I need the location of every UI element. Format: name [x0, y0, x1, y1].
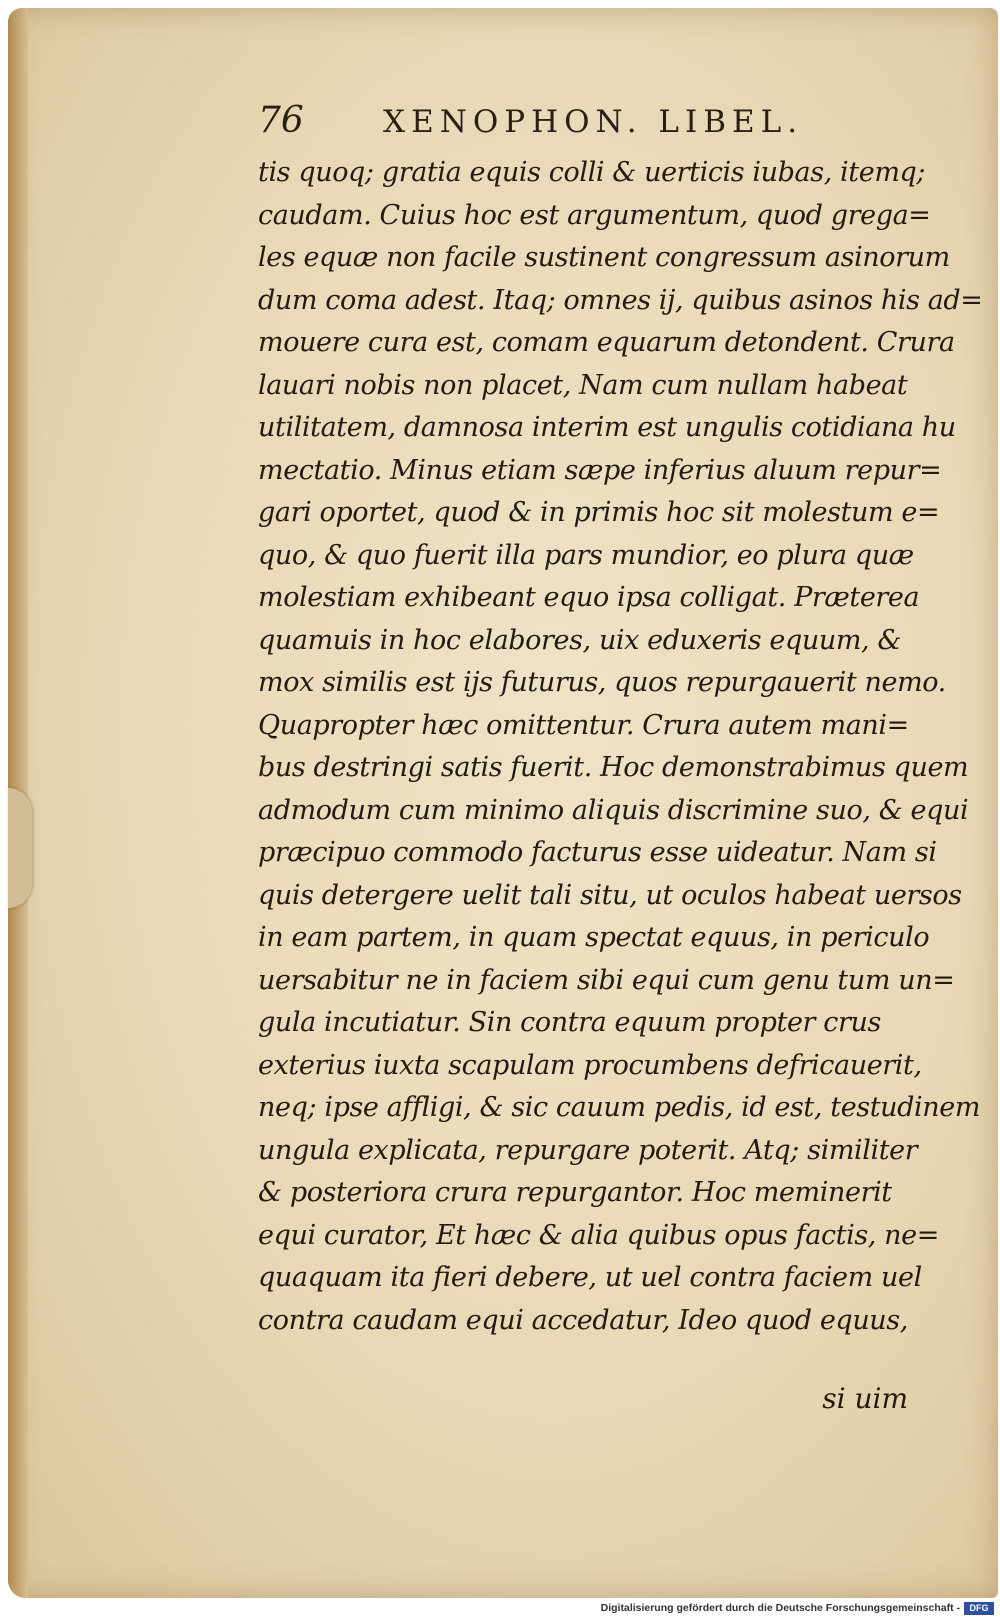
text-line: les equæ non facile sustinent congressum asinorum	[258, 242, 950, 273]
text-line: gari oportet, quod & in primis hoc sit molestum e=	[258, 497, 940, 528]
text-line: quo, & quo fuerit illa pars mundior, eo plura quæ	[258, 539, 914, 571]
dfg-credit-text: Digitalisierung gefördert durch die Deutsche Forschungsgemeinschaft -	[600, 1602, 960, 1614]
body-text	[258, 152, 983, 1342]
catchword: si uim	[822, 1382, 908, 1415]
text-line: admodum cum minimo aliquis discrimine suo, & equi	[258, 794, 969, 826]
text-line: bus destringi satis fuerit. Hoc demonstrabimus quem	[258, 752, 969, 783]
text-line: utilitatem, damnosa interim est ungulis cotidiana hu	[258, 412, 956, 443]
text-line: præcipuo commodo facturus esse uideatur. Nam si	[258, 837, 937, 868]
digitization-footer	[0, 1600, 1000, 1619]
running-title: XENOPHON. LIBEL.	[383, 104, 804, 140]
text-line: equi curator, Et hæc & alia quibus opus factis, ne=	[258, 1219, 939, 1251]
text-line: in eam partem, in quam spectat equus, in periculo	[258, 922, 930, 953]
text-line: quamuis in hoc elabores, uix eduxeris equum, &	[258, 624, 902, 656]
text-line: quis detergere uelit tali situ, ut oculos habeat uersos	[258, 879, 962, 911]
text-line: gula incutiatur. Sin contra equum propter crus	[258, 1007, 881, 1038]
text-line: exterius iuxta scapulam procumbens defricauerit,	[258, 1049, 922, 1081]
page-header	[258, 100, 818, 150]
text-line: contra caudam equi accedatur, Ideo quod equus,	[258, 1304, 908, 1336]
text-line: quaquam ita fieri debere, ut uel contra faciem uel	[258, 1262, 922, 1293]
text-line: mox similis est ijs futurus, quos repurgauerit nemo.	[258, 667, 946, 698]
page-number: 76	[258, 100, 304, 141]
text-line: molestiam exhibeant equo ipsa colligat. Præterea	[258, 582, 920, 613]
text-line: tis quoq; gratia equis colli & uerticis iubas, itemq;	[258, 157, 926, 188]
text-line: lauari nobis non placet, Nam cum nullam habeat	[258, 369, 908, 401]
text-line: caudam. Cuius hoc est argumentum, quod grega=	[258, 199, 931, 231]
page-clip-tab	[8, 788, 32, 908]
text-line: Quapropter hæc omittentur. Crura autem mani=	[258, 709, 909, 741]
text-line: ungula explicata, repurgare poterit. Atq; similiter	[258, 1134, 918, 1166]
text-line: uersabitur ne in faciem sibi equi cum genu tum un=	[258, 964, 955, 996]
text-line: mectatio. Minus etiam sæpe inferius aluum repur=	[258, 454, 942, 486]
text-line: dum coma adest. Itaq; omnes ij, quibus asinos his ad=	[258, 284, 983, 316]
text-line: mouere cura est, comam equarum detondent. Crura	[258, 327, 955, 358]
text-line: & posteriora crura repurgantor. Hoc meminerit	[258, 1177, 892, 1208]
text-line: neq; ipse affligi, & sic cauum pedis, id est, testudinem	[258, 1092, 981, 1123]
dfg-logo-icon: DFG	[964, 1602, 994, 1615]
